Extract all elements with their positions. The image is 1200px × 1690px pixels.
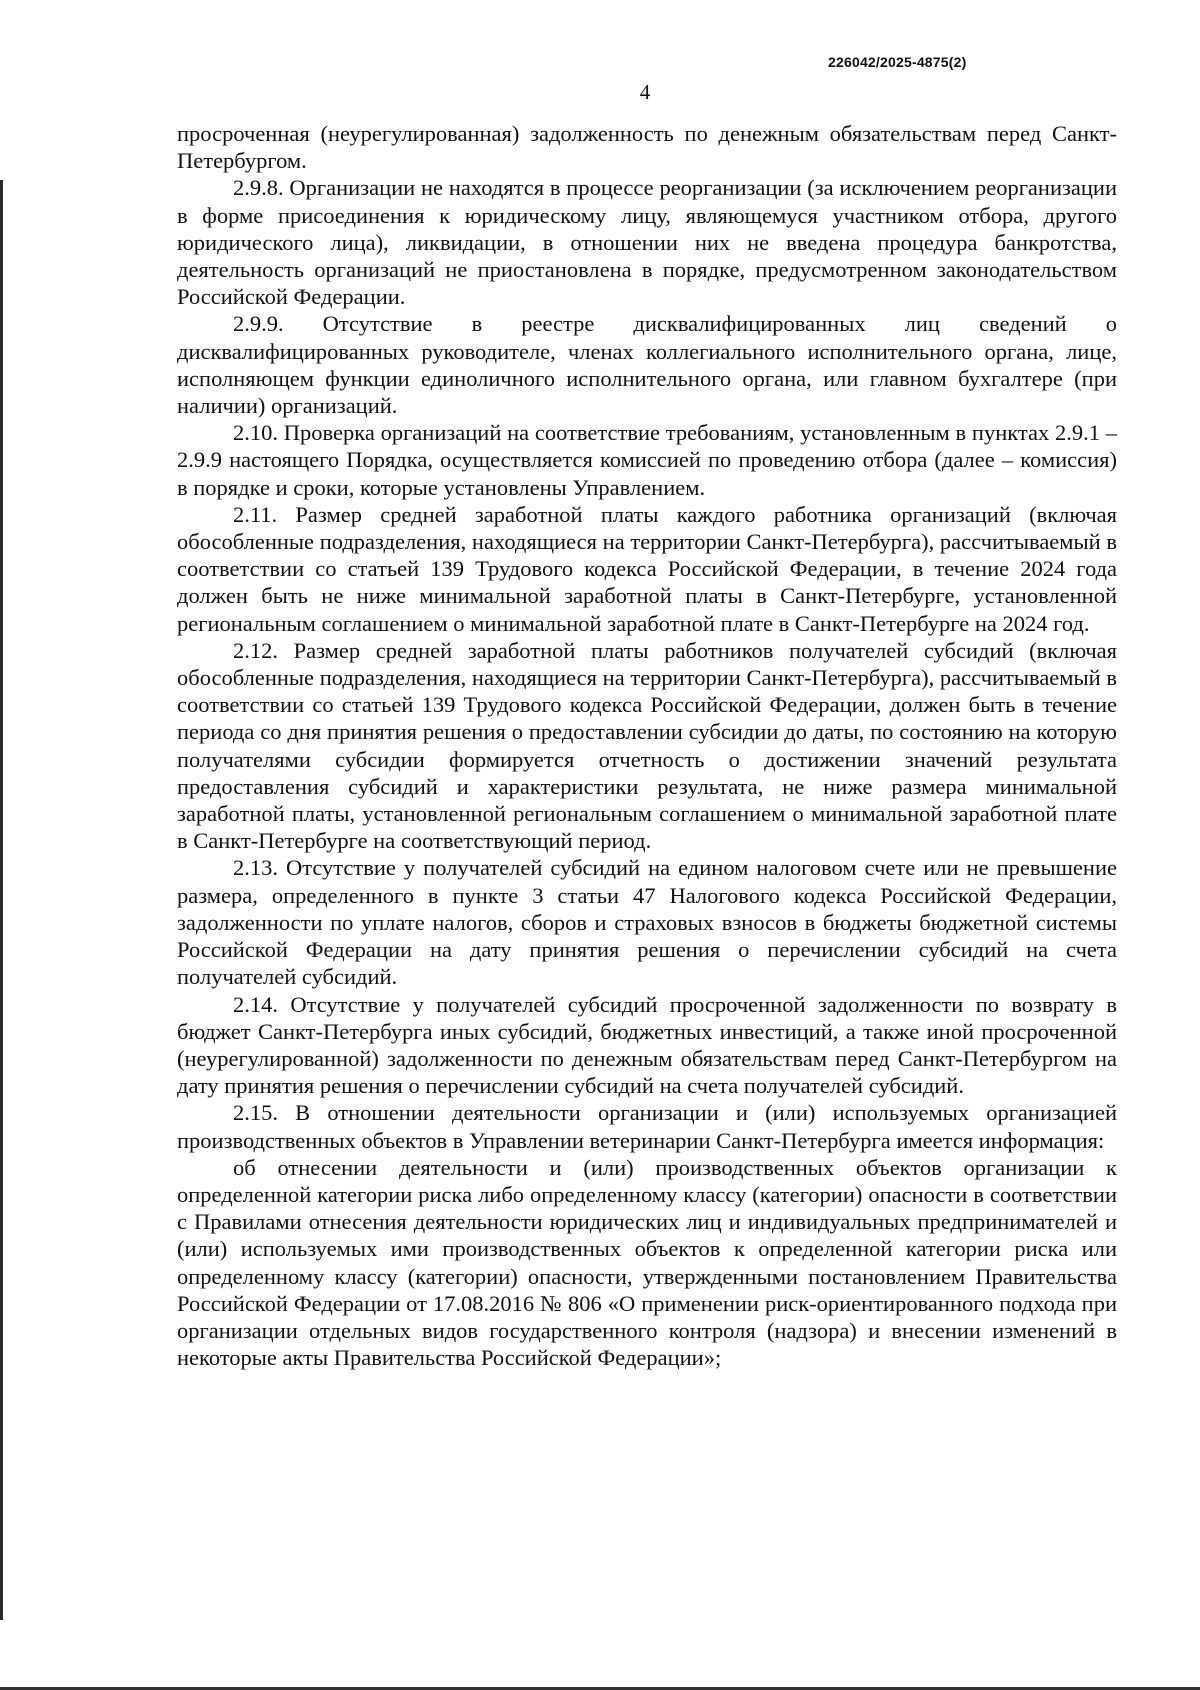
paragraph-2-15: 2.15. В отношении деятельности организации и (или) используемых организацией производственных объектов в Управлении ветеринарии Санкт-Петербурга имеется информация: [177,1100,1117,1153]
paragraph-2-13: 2.13. Отсутствие у получателей субсидий на едином налоговом счете или не превышение размера, определенного в пункте 3 статьи 47 Налогового кодекса Российской Федерации, задолженности по уплате налогов, сборов и страховых взносов в бюджеты бюджетной системы Российской Федерации на дату принятия решения о перечислении субсидий на счета получателей субсидий. [177,855,1117,990]
paragraph-2-9-8: 2.9.8. Организации не находятся в процессе реорганизации (за исключением реорганизации в форме присоединения к юридическому лицу, являющемуся участником отбора, другого юридического лица), ликвидации, в отношении них не введена процедура банкротства, деятельность организаций не приостановлена в порядке, предусмотренном законодательством Российской Федерации. [177,175,1117,310]
scan-edge-left [0,180,3,1620]
paragraph-2-9-9: 2.9.9. Отсутствие в реестре дисквалифицированных лиц сведений о дисквалифицированных руководителе, членах коллегиального исполнительного органа, лице, исполняющем функции единоличного исполнительного органа, или главном бухгалтере (при наличии) организаций. [177,311,1117,419]
paragraph-2-14: 2.14. Отсутствие у получателей субсидий просроченной задолженности по возврату в бюджет Санкт-Петербурга иных субсидий, бюджетных инвестиций, а также иной просроченной (неурегулированной) задолженности по денежным обязательствам перед Санкт-Петербургом на дату принятия решения о перечислении субсидий на счета получателей субсидий. [177,991,1117,1099]
registration-number: 226042/2025-4875(2) [828,54,967,70]
document-body [177,120,1117,1371]
paragraph-2-10: 2.10. Проверка организаций на соответствие требованиям, установленным в пунктах 2.9.1 – 2.9.9 настоящего Порядка, осуществляется комиссией по проведению отбора (далее – комиссия) в порядке и сроки, которые установлены Управлением. [177,420,1117,500]
paragraph-2-15-item: об отнесении деятельности и (или) производственных объектов организации к определенной категории риска либо определенному классу (категории) опасности в соответствии с Правилами отнесения деятельности юридических лиц и индивидуальных предпринимателей и (или) используемых ими производственных объектов к определенной категории риска или определенному классу (категории) опасности, утвержденными постановлением Правительства Российской Федерации от 17.08.2016 № 806 «О применении риск-ориентированного подхода при организации отдельных видов государственного контроля (надзора) и внесении изменений в некоторые акты Правительства Российской Федерации»; [177,1154,1117,1371]
paragraph-2-12: 2.12. Размер средней заработной платы работников получателей субсидий (включая обособленные подразделения, находящиеся на территории Санкт-Петербурга), рассчитываемый в соответствии со статьей 139 Трудового кодекса Российской Федерации, должен быть в течение периода со дня принятия решения о предоставлении субсидии до даты, по состоянию на которую получателями субсидии формируется отчетность о достижении значений результата предоставления субсидий и характеристики результата, не ниже размера минимальной заработной платы, установленной региональным соглашением о минимальной заработной плате в Санкт-Петербурге на соответствующий период. [177,637,1117,854]
paragraph-continuation: просроченная (неурегулированная) задолженность по денежным обязательствам перед Санкт-Петербургом. [177,121,1117,174]
page-number: 4 [639,80,651,104]
paragraph-2-11: 2.11. Размер средней заработной платы каждого работника организаций (включая обособленные подразделения, находящиеся на территории Санкт-Петербурга), рассчитываемый в соответствии со статьей 139 Трудового кодекса Российской Федерации, в течение 2024 года должен быть не ниже минимальной заработной платы в Санкт-Петербурге, установленной региональным соглашением о минимальной заработной плате в Санкт-Петербурге на 2024 год. [177,501,1117,636]
